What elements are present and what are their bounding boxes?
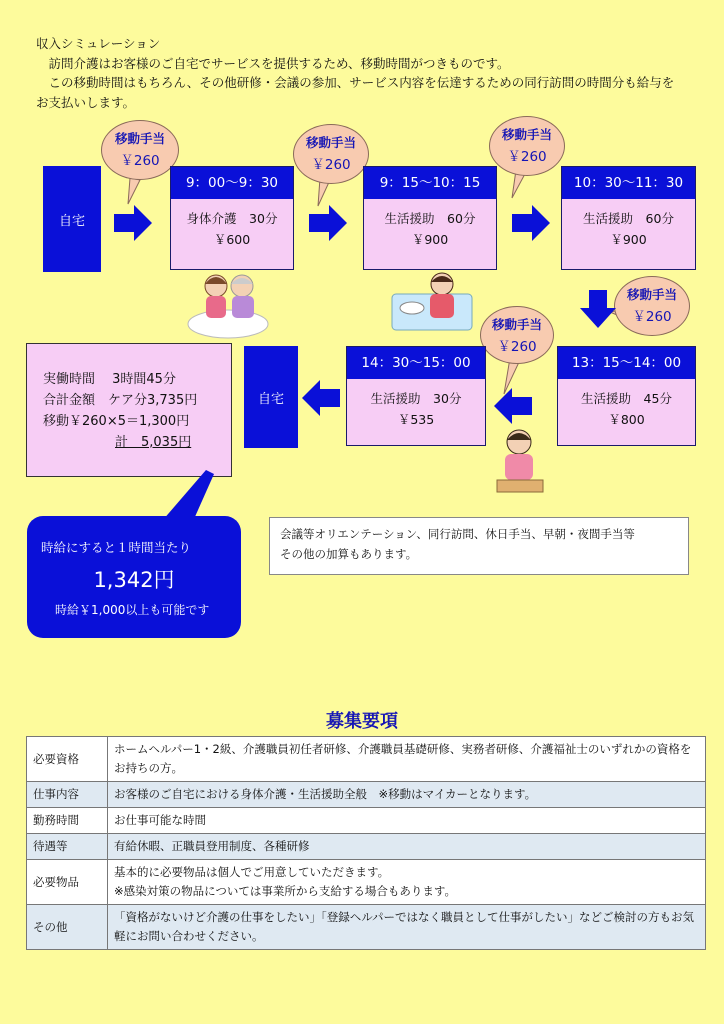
hourly-rate-callout bbox=[27, 516, 241, 638]
travel-bubble-4 bbox=[614, 276, 690, 336]
table-row bbox=[27, 737, 706, 782]
row-value-line-1: 基本的に必要物品は個人でご用意していただきます。 bbox=[114, 865, 390, 879]
row-key: 勤務時間 bbox=[27, 808, 108, 834]
row-key: 仕事内容 bbox=[27, 782, 108, 808]
recruitment-title: 募集要項 bbox=[326, 711, 398, 732]
visit-time: 9：00〜9：30 bbox=[171, 167, 293, 199]
travel-bubble-label: 移動手当 bbox=[626, 287, 677, 302]
intro-line-1: 訪問介護はお客様のご自宅でサービスを提供するため、移動時間がつきものです。 bbox=[36, 55, 510, 71]
travel-bubble-amount: ￥260 bbox=[507, 149, 547, 165]
visit-service: 生活援助 45分 bbox=[581, 391, 672, 406]
note-line-2: その他の加算もあります。 bbox=[280, 547, 418, 561]
row-value: 「資格がないけど介護の仕事をしたい」「登録ヘルパーではなく職員として仕事がしたい」などご検討の方もお気軽にお問い合わせください。 bbox=[108, 905, 706, 950]
home-start-label: 自宅 bbox=[58, 213, 85, 229]
intro-heading: 収入シミュレーション bbox=[36, 36, 161, 51]
travel-bubble-amount: ￥260 bbox=[632, 309, 672, 325]
requirements-table bbox=[26, 736, 706, 950]
arrow-right-icon bbox=[114, 205, 154, 241]
travel-bubble-2 bbox=[293, 124, 369, 184]
visit-service: 生活援助 30分 bbox=[370, 391, 462, 406]
home-end-box bbox=[244, 346, 298, 448]
summary-total: 計 5,035円 bbox=[115, 435, 192, 450]
table-row bbox=[27, 808, 706, 834]
summary-care: 合計金額 ケア分3,735円 bbox=[43, 393, 198, 408]
cooking-illustration bbox=[493, 424, 547, 498]
summary-box bbox=[26, 343, 232, 477]
visit-time: 9：15〜10：15 bbox=[364, 167, 496, 199]
washing-dishes-illustration bbox=[390, 270, 474, 336]
visit-card-5 bbox=[346, 346, 486, 446]
row-value: ホームヘルパー1・2級、介護職員初任者研修、介護職員基礎研修、実務者研修、介護福祉士のいずれかの資格をお持ちの方。 bbox=[108, 737, 706, 782]
travel-bubble-label: 移動手当 bbox=[114, 131, 165, 146]
visit-card-1 bbox=[170, 166, 294, 270]
summary-hours: 実働時間 3時間45分 bbox=[43, 372, 176, 387]
visit-pay: ￥600 bbox=[213, 232, 251, 247]
arrow-left-icon bbox=[494, 388, 534, 424]
visit-time: 14：30〜15：00 bbox=[347, 347, 485, 379]
travel-bubble-label: 移動手当 bbox=[305, 135, 356, 150]
intro-line-3: お支払いします。 bbox=[36, 94, 136, 110]
arrow-right-icon bbox=[309, 205, 349, 241]
table-row bbox=[27, 860, 706, 905]
visit-service: 身体介護 30分 bbox=[186, 211, 278, 226]
row-key: 必要物品 bbox=[27, 860, 108, 905]
visit-time: 13：15〜14：00 bbox=[558, 347, 695, 379]
visit-card-3 bbox=[561, 166, 696, 270]
table-row bbox=[27, 834, 706, 860]
caregiver-elderly-illustration bbox=[186, 264, 270, 340]
allowance-note bbox=[269, 517, 689, 575]
visit-time: 10：30〜11：30 bbox=[562, 167, 695, 199]
row-value: お客様のご自宅における身体介護・生活援助全般 ※移動はマイカーとなります。 bbox=[108, 782, 706, 808]
visit-service: 生活援助 60分 bbox=[583, 211, 674, 226]
travel-bubble-amount: ￥260 bbox=[497, 339, 537, 355]
table-row bbox=[27, 782, 706, 808]
visit-service: 生活援助 60分 bbox=[384, 211, 476, 226]
hourly-line-3: 時給￥1,000以上も可能です bbox=[55, 603, 210, 617]
travel-bubble-label: 移動手当 bbox=[491, 317, 542, 332]
travel-bubble-1 bbox=[101, 120, 179, 180]
hourly-amount: 1,342円 bbox=[93, 568, 175, 592]
row-key: 待遇等 bbox=[27, 834, 108, 860]
visit-pay: ￥900 bbox=[610, 232, 647, 247]
visit-pay: ￥535 bbox=[397, 412, 435, 427]
row-key: 必要資格 bbox=[27, 737, 108, 782]
table-row bbox=[27, 905, 706, 950]
row-value: お仕事可能な時間 bbox=[108, 808, 706, 834]
arrow-right-icon bbox=[512, 205, 552, 241]
row-key: その他 bbox=[27, 905, 108, 950]
note-line-1: 会議等オリエンテーション、同行訪問、休日手当、早朝・夜間手当等 bbox=[280, 527, 635, 541]
visit-card-2 bbox=[363, 166, 497, 270]
travel-bubble-label: 移動手当 bbox=[501, 127, 552, 142]
arrow-down-icon bbox=[580, 290, 620, 330]
visit-card-4 bbox=[557, 346, 696, 446]
travel-bubble-amount: ￥260 bbox=[120, 153, 160, 169]
intro-text bbox=[36, 34, 696, 112]
arrow-left-icon bbox=[302, 380, 342, 416]
home-end-label: 自宅 bbox=[257, 391, 284, 407]
travel-bubble-3 bbox=[489, 116, 565, 176]
row-value: 有給休暇、正職員登用制度、各種研修 bbox=[108, 834, 706, 860]
row-value bbox=[108, 860, 706, 905]
row-value-line-2: ※感染対策の物品については事業所から支給する場合もあります。 bbox=[114, 884, 456, 898]
home-start-box bbox=[43, 166, 101, 272]
visit-pay: ￥800 bbox=[608, 412, 645, 427]
travel-bubble-amount: ￥260 bbox=[311, 157, 351, 173]
intro-line-2: この移動時間はもちろん、その他研修・会議の参加、サービス内容を伝達するための同行訪問の時間分も給与を bbox=[36, 75, 675, 90]
summary-move: 移動￥260×5＝1,300円 bbox=[43, 414, 190, 429]
travel-bubble-5 bbox=[480, 306, 554, 364]
visit-pay: ￥900 bbox=[411, 232, 449, 247]
hourly-line-1: 時給にすると１時間当たり bbox=[41, 540, 192, 555]
